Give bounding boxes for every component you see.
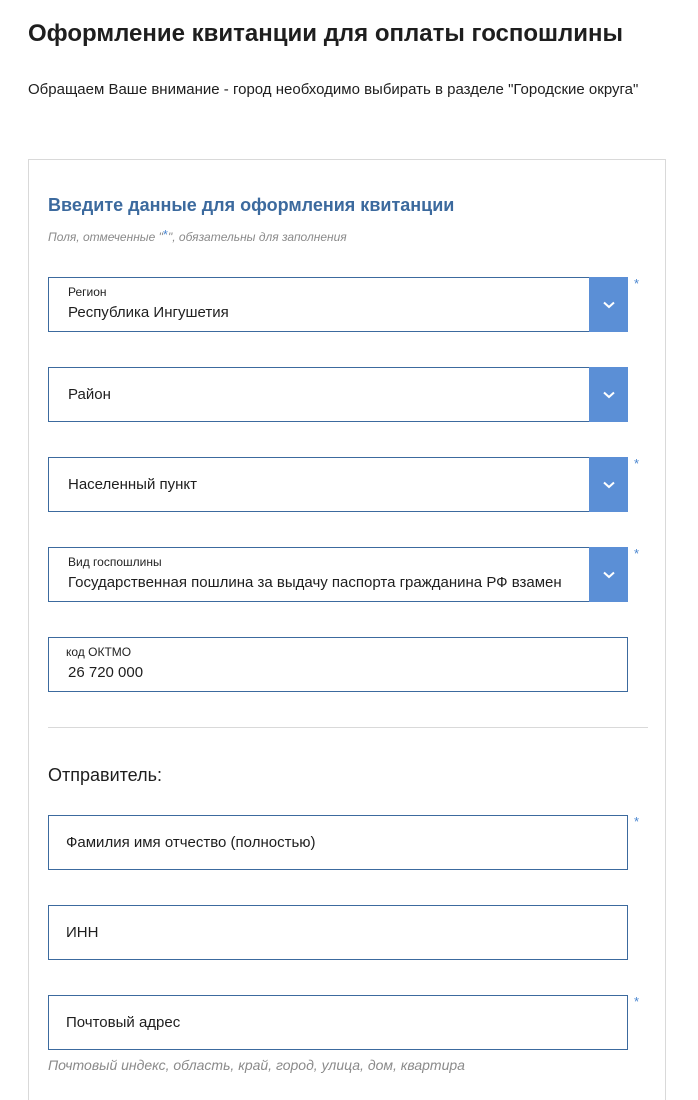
chevron-down-icon xyxy=(603,301,615,309)
required-note-star: * xyxy=(162,227,168,242)
form-heading: Введите данные для оформления квитанции xyxy=(48,195,455,215)
inn-placeholder: ИНН xyxy=(66,924,99,941)
postal-address-hint: Почтовый индекс, область, край, город, улица, дом, квартира xyxy=(48,1057,465,1073)
region-value: Республика Ингушетия xyxy=(68,304,229,321)
locality-select[interactable] xyxy=(48,457,628,512)
required-note-prefix: Поля, отмеченные " xyxy=(48,230,163,244)
chevron-down-icon xyxy=(603,391,615,399)
sender-section-title: Отправитель: xyxy=(48,765,162,785)
page-title: Оформление квитанции для оплаты госпошлины xyxy=(28,20,624,47)
fee-type-value: Государственная пошлина за выдачу паспорта гражданина РФ взамен xyxy=(68,574,562,591)
region-dropdown-button[interactable] xyxy=(589,277,628,332)
district-select[interactable] xyxy=(48,367,628,422)
region-required-star: * xyxy=(634,276,640,291)
section-divider xyxy=(48,727,648,728)
city-selection-notice: Обращаем Ваше внимание - город необходимо выбирать в разделе "Городские округа" xyxy=(28,81,639,98)
postal-address-required-star: * xyxy=(634,994,640,1009)
locality-placeholder: Населенный пункт xyxy=(68,476,198,493)
district-placeholder: Район xyxy=(68,386,111,403)
full-name-field[interactable] xyxy=(48,815,628,870)
oktmo-label: код ОКТМО xyxy=(66,645,132,659)
district-dropdown-button[interactable] xyxy=(589,367,628,422)
full-name-placeholder: Фамилия имя отчество (полностью) xyxy=(66,834,316,851)
inn-field[interactable] xyxy=(48,905,628,960)
required-note-suffix: ", обязательны для заполнения xyxy=(167,230,347,244)
chevron-down-icon xyxy=(603,481,615,489)
fee-type-dropdown-button[interactable] xyxy=(589,547,628,602)
fee-type-select[interactable] xyxy=(48,547,628,602)
fee-type-required-star: * xyxy=(634,546,640,561)
required-fields-note xyxy=(48,227,347,244)
full-name-required-star: * xyxy=(634,814,640,829)
postal-address-placeholder: Почтовый адрес xyxy=(66,1014,181,1031)
oktmo-value: 26 720 000 xyxy=(68,664,144,681)
locality-dropdown-button[interactable] xyxy=(589,457,628,512)
postal-address-field[interactable] xyxy=(48,995,628,1050)
region-select[interactable] xyxy=(48,277,628,332)
fee-type-label: Вид госпошлины xyxy=(68,555,162,569)
locality-required-star: * xyxy=(634,456,640,471)
oktmo-field[interactable] xyxy=(48,637,628,692)
region-label: Регион xyxy=(68,285,107,299)
chevron-down-icon xyxy=(603,571,615,579)
